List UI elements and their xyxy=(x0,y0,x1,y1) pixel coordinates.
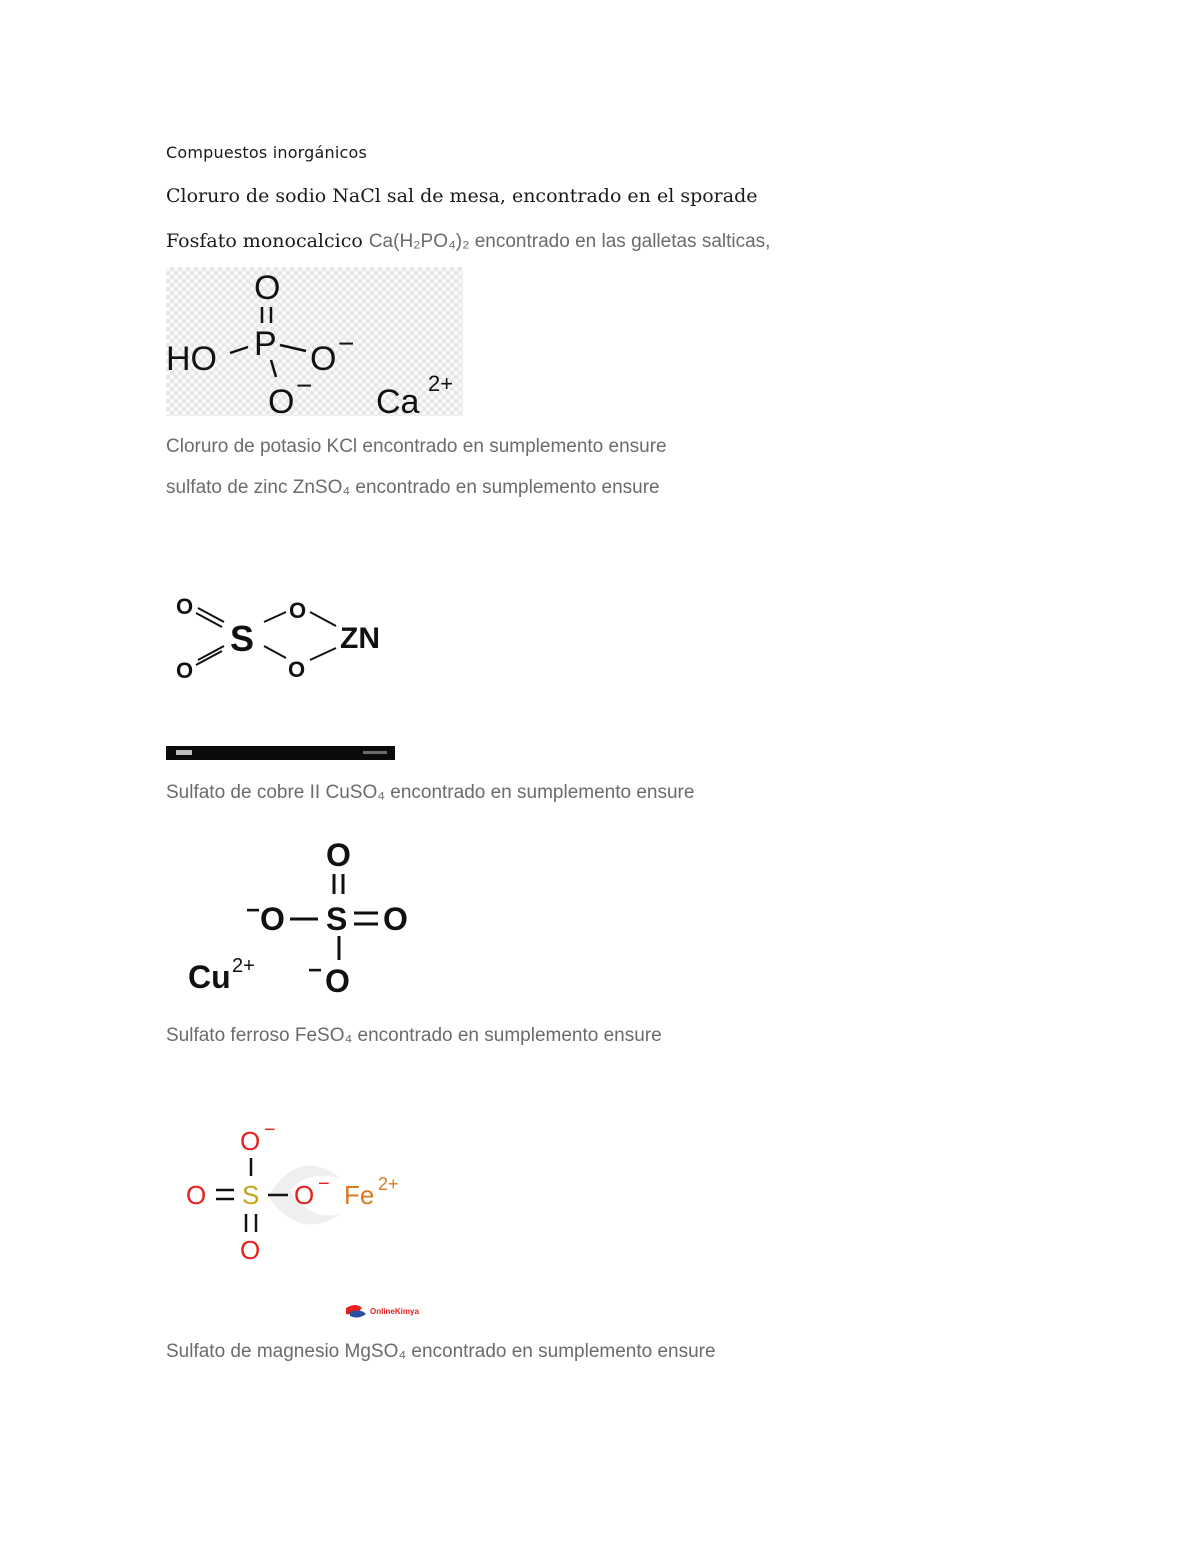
zn-s: S xyxy=(230,618,255,659)
fe-o-top: O xyxy=(240,1126,261,1156)
caption-mark-left xyxy=(176,750,192,755)
cu-cu-charge: 2+ xyxy=(232,955,255,977)
onlinekimya-logo xyxy=(346,1305,419,1318)
phosphate-structure-image xyxy=(166,267,463,416)
fosfato-formula: Ca(H₂PO₄)₂ xyxy=(368,231,470,252)
fe-o-left: O xyxy=(186,1180,207,1210)
copper-sulfate-structure-image xyxy=(180,832,420,1000)
cu-cu: Cu xyxy=(188,959,231,995)
zn-o4: O xyxy=(288,657,306,682)
cu-o-bottom-minus: − xyxy=(308,957,323,984)
caption-mark-right xyxy=(363,751,387,754)
znso4-line: sulfato de zinc ZnSO₄ encontrado en sumplemento ensure xyxy=(166,477,660,498)
phos-ca-charge: 2+ xyxy=(428,371,454,396)
nacl-line: Cloruro de sodio NaCl sal de mesa, encontrado en el sporade xyxy=(166,185,758,207)
mgso4-line: Sulfato de magnesio MgSO₄ encontrado en sumplemento ensure xyxy=(166,1341,716,1362)
zn-o2: O xyxy=(176,658,194,683)
kcl-line: Cloruro de potasio KCl encontrado en sumplemento ensure xyxy=(166,436,667,457)
fe-fe: Fe xyxy=(344,1180,375,1210)
onlinekimya-logo-text: OnlineKimya xyxy=(370,1307,419,1316)
fosfato-prefix: Fosfato monocalcico xyxy=(166,230,369,252)
phos-o-right-minus: − xyxy=(338,328,355,359)
fe-s: S xyxy=(242,1180,260,1210)
phos-o-bottom-minus: − xyxy=(296,370,313,401)
image-caption-bar xyxy=(166,746,395,760)
fosfato-line xyxy=(166,230,770,253)
feso4-line: Sulfato ferroso FeSO₄ encontrado en sumplemento ensure xyxy=(166,1025,662,1046)
cu-s: S xyxy=(326,901,348,937)
fosfato-suffix: encontrado en las galletas salticas, xyxy=(469,231,771,252)
fe-o-right: O xyxy=(294,1180,315,1210)
fe-fe-charge: 2+ xyxy=(378,1174,399,1194)
zn-o3: O xyxy=(289,598,307,623)
zn-zn: ZN xyxy=(340,622,380,655)
phos-p: P xyxy=(254,325,277,363)
fe-o-bottom: O xyxy=(240,1235,261,1265)
phos-o-top: O xyxy=(254,269,281,307)
phos-o-bottom: O xyxy=(268,383,295,416)
fe-o-right-minus: − xyxy=(318,1173,330,1195)
cu-o-left-minus: − xyxy=(246,897,261,924)
fe-o-top-minus: − xyxy=(264,1119,276,1141)
cu-o-top: O xyxy=(326,837,351,873)
cu-o-right: O xyxy=(383,901,408,937)
zinc-sulfate-structure-image xyxy=(166,588,396,688)
cuso4-line: Sulfato de cobre II CuSO₄ encontrado en sumplemento ensure xyxy=(166,782,695,803)
phos-o-right: O xyxy=(310,340,337,378)
phos-ho: HO xyxy=(166,340,217,378)
phos-ca: Ca xyxy=(376,383,420,416)
iron-sulfate-structure-image xyxy=(180,1066,425,1326)
page-heading: Compuestos inorgánicos xyxy=(166,143,368,162)
cu-o-left: O xyxy=(260,901,285,937)
cu-o-bottom: O xyxy=(325,963,350,999)
zn-o1: O xyxy=(176,594,194,619)
